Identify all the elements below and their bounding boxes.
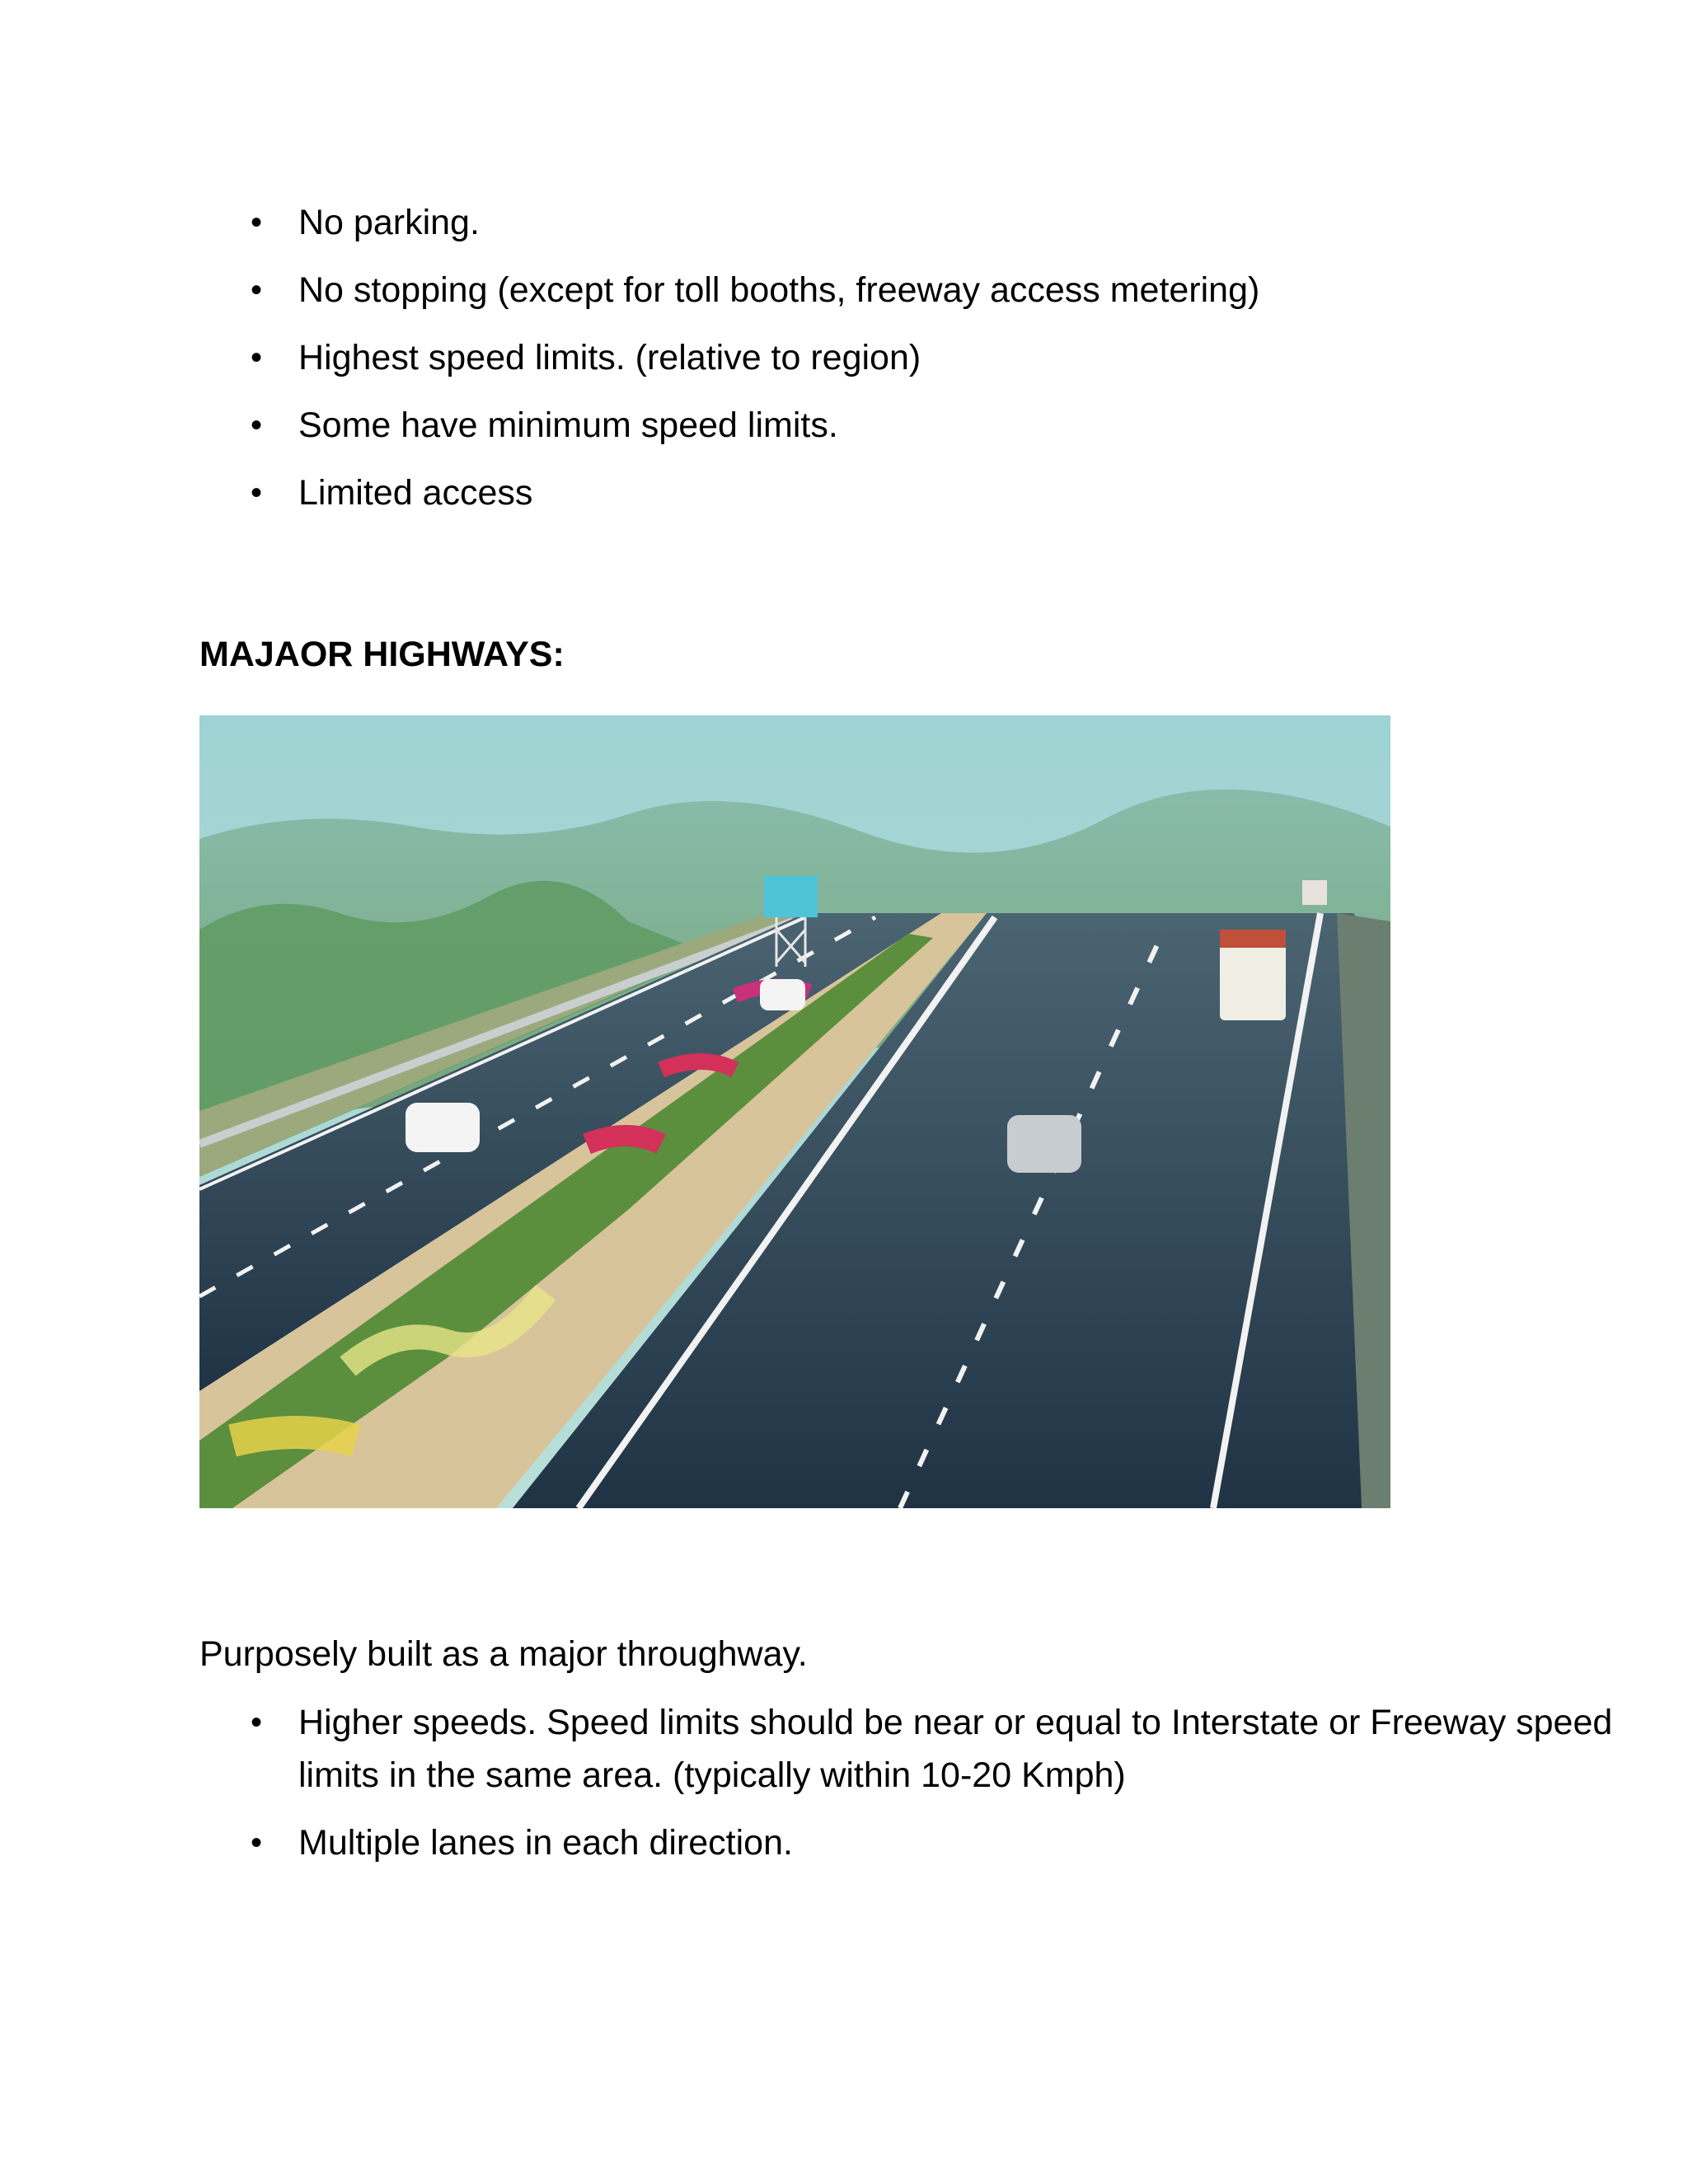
list-item-text: Higher speeds. Speed limits should be near or equal to Interstate or Freeway speed limits in the same area. (typically within 10-20 Kmph) xyxy=(298,1703,1613,1795)
list-item-text: Highest speed limits. (relative to region) xyxy=(298,338,921,377)
bullet-icon: • xyxy=(251,340,263,376)
list-item xyxy=(199,1816,1658,1869)
list-item xyxy=(199,466,1658,520)
list-item-text: No stopping (except for toll booths, freeway access metering) xyxy=(298,270,1260,310)
list-item xyxy=(199,264,1658,317)
highway-photo xyxy=(199,715,1390,1508)
list-item-text: Some have minimum speed limits. xyxy=(298,405,838,445)
list-item xyxy=(199,196,1658,250)
highway-bullet-list xyxy=(199,1696,1658,1884)
bullet-icon: • xyxy=(251,475,263,511)
body-paragraph: Purposely built as a major throughway. xyxy=(199,1634,808,1674)
section-heading: MAJAOR HIGHWAYS: xyxy=(199,635,565,674)
list-item xyxy=(199,399,1658,452)
list-item-text: Limited access xyxy=(298,473,533,513)
list-item xyxy=(199,1696,1658,1802)
bullet-icon: • xyxy=(251,407,263,443)
bullet-icon: • xyxy=(251,1704,263,1741)
bullet-icon: • xyxy=(251,204,263,241)
bullet-icon: • xyxy=(251,272,263,308)
list-item-text: No parking. xyxy=(298,203,480,242)
list-item xyxy=(199,331,1658,385)
feature-bullet-list xyxy=(199,196,1658,534)
list-item-text: Multiple lanes in each direction. xyxy=(298,1823,793,1863)
bullet-icon: • xyxy=(251,1825,263,1861)
